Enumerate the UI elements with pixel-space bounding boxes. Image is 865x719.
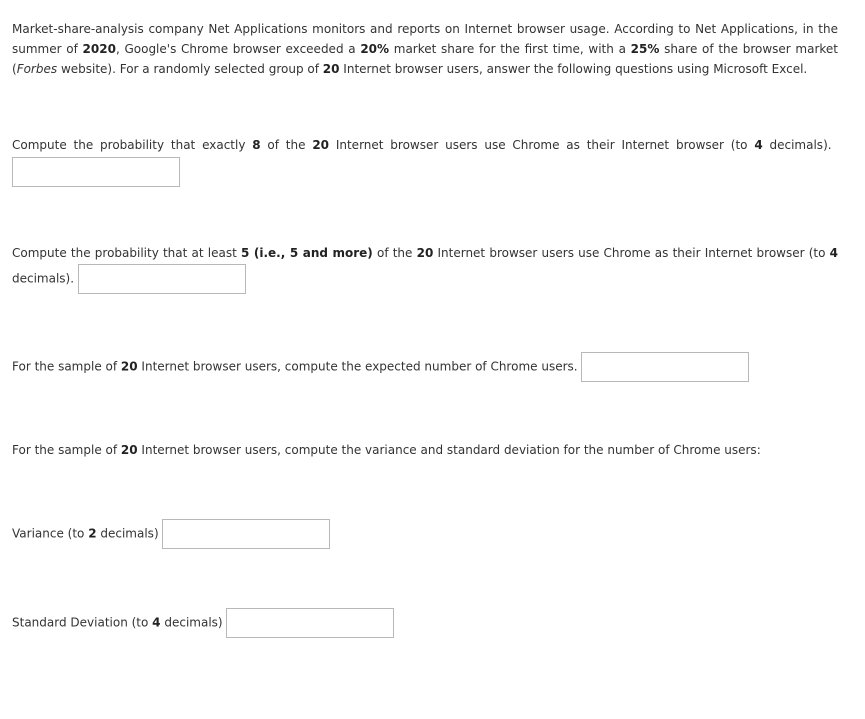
- question-k: 8: [252, 138, 261, 152]
- variance-label: Variance (to: [12, 526, 89, 541]
- variance-row: [12, 519, 330, 549]
- intro-text: Market-share-analysis company Net Applications monitors and reports on Internet browser usage. According to Net Applications, in the summer of: [12, 22, 838, 56]
- stdev-label: Standard Deviation (to: [12, 615, 153, 630]
- variance-decimals: 2: [88, 526, 97, 541]
- intro-text: website). For a randomly selected group of: [57, 62, 323, 76]
- problem-intro: [12, 19, 838, 79]
- intro-sample-size: 20: [322, 62, 340, 76]
- answer-input-expected[interactable]: [581, 352, 749, 382]
- question-text: For the sample of: [12, 359, 121, 374]
- stdev-decimals: 4: [152, 615, 161, 630]
- answer-input-exactly-8[interactable]: [12, 157, 180, 187]
- question-text: Internet browser users, compute the variance and standard deviation for the number of Chrome users:: [137, 443, 761, 457]
- question-variance-stdev: [12, 440, 761, 461]
- stdev-row: [12, 608, 394, 638]
- question-text: Internet browser users use Chrome as their Internet browser (to: [433, 246, 830, 260]
- question-text: Compute the probability that at least: [12, 246, 241, 260]
- question-text: Internet browser users, compute the expected number of Chrome users.: [137, 359, 578, 374]
- intro-year: 2020: [82, 42, 116, 56]
- question-decimals: 4: [754, 138, 763, 152]
- question-n: 20: [120, 443, 138, 457]
- question-text: Compute the probability that exactly: [12, 138, 253, 152]
- question-text: For the sample of: [12, 443, 121, 457]
- answer-input-at-least-5[interactable]: [78, 264, 246, 294]
- intro-pct-threshold: 20%: [360, 42, 390, 56]
- question-text: Internet browser users use Chrome as their Internet browser (to: [329, 138, 755, 152]
- question-text: decimals).: [12, 271, 75, 286]
- question-n: 20: [416, 246, 434, 260]
- question-text: of the: [372, 246, 417, 260]
- question-expected-value: [12, 352, 749, 382]
- question-exactly-8: [12, 135, 838, 187]
- intro-source: Forbes: [16, 62, 58, 76]
- intro-pct-share: 25%: [630, 42, 660, 56]
- variance-label: decimals): [96, 526, 159, 541]
- stdev-label: decimals): [160, 615, 223, 630]
- intro-text: , Google's Chrome browser exceeded a: [115, 42, 361, 56]
- question-k: 5 (i.e., 5 and more): [240, 246, 373, 260]
- intro-text: Internet browser users, answer the following questions using Microsoft Excel.: [339, 62, 808, 76]
- intro-text: market share for the first time, with a: [389, 42, 631, 56]
- question-n: 20: [120, 359, 138, 374]
- variance-input[interactable]: [162, 519, 330, 549]
- stdev-input[interactable]: [226, 608, 394, 638]
- question-text: of the: [260, 138, 313, 152]
- intro-text: share of the browser market (: [12, 42, 839, 76]
- question-text: decimals).: [762, 138, 832, 152]
- question-n: 20: [312, 138, 330, 152]
- question-decimals: 4: [829, 246, 839, 260]
- question-at-least-5: [12, 243, 838, 294]
